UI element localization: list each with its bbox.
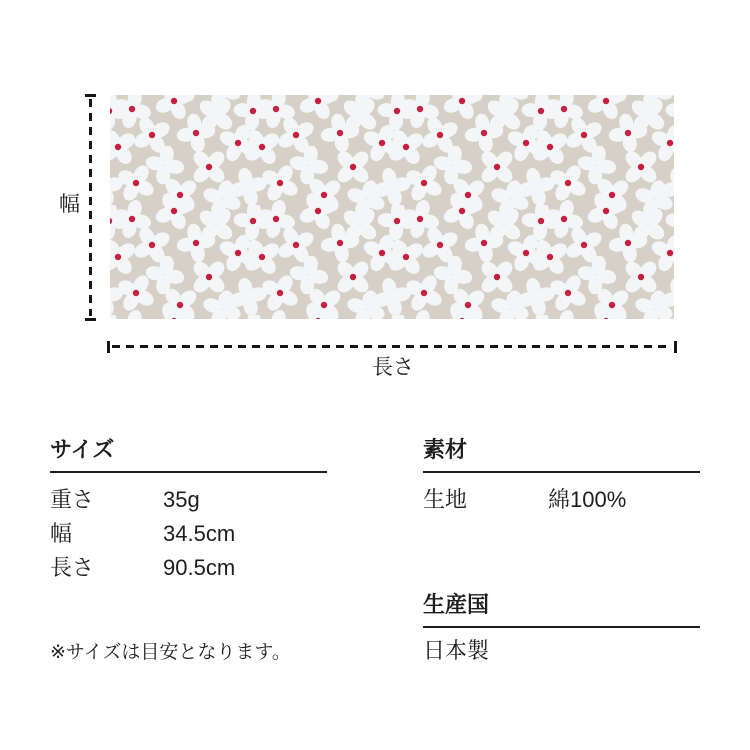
- length-dimension-line: [107, 341, 677, 353]
- material-origin-section: [423, 437, 700, 664]
- dimension-cap: [674, 341, 677, 353]
- spec-value: 綿100%: [548, 487, 627, 512]
- spec-value: 90.5cm: [163, 555, 236, 580]
- origin-section-title: 生産国: [423, 592, 700, 628]
- origin-value: 日本製: [423, 638, 490, 663]
- spec-row-length: [50, 551, 327, 585]
- spec-label: 生地: [423, 487, 468, 512]
- size-disclaimer-note: ※サイズは目安となります。: [50, 642, 291, 663]
- fabric-pattern-svg: [110, 95, 674, 319]
- material-rows: [423, 483, 700, 517]
- size-section: [50, 437, 327, 664]
- spec-value: 35g: [163, 487, 200, 512]
- spec-row-weight: [50, 483, 327, 517]
- width-dimension-label: 幅: [59, 193, 80, 216]
- width-dimension-line: [85, 94, 96, 321]
- dimension-cap: [107, 341, 110, 353]
- spec-row-width: [50, 517, 327, 551]
- length-dimension-label: 長さ: [372, 356, 414, 379]
- dimension-cap: [85, 94, 96, 97]
- dimension-cap: [85, 318, 96, 321]
- spec-label: 長さ: [50, 555, 95, 580]
- dashed-line: [89, 99, 92, 316]
- fabric-photo: [110, 95, 674, 319]
- spec-label: 幅: [50, 521, 73, 546]
- spec-row-fabric: [423, 483, 700, 517]
- material-section-title: 素材: [423, 437, 700, 473]
- dashed-line: [112, 345, 672, 348]
- size-rows: [50, 483, 327, 585]
- size-section-title: サイズ: [50, 437, 327, 473]
- spec-label: 重さ: [50, 487, 95, 512]
- spec-value: 34.5cm: [163, 521, 236, 546]
